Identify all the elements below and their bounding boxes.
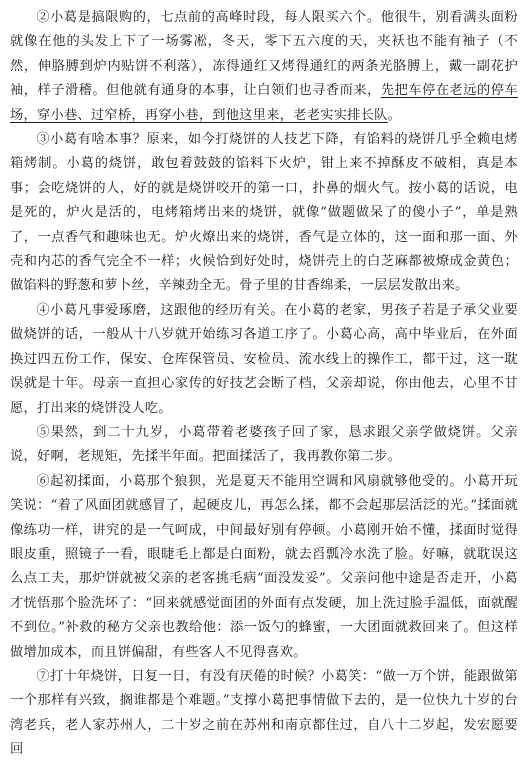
paragraph-7-text: ⑦打十年烧饼，日复一日，有没有厌倦的时候？小葛笑：“做一万个饼，能跟做第一个那样有兴致，搁谁都是个难题。”支撑小葛把事情做下去的，是一位快九十岁的台湾老兵，老人家苏州人，二十岁之前在苏州和南京都住过，自八十二岁起，发宏愿要回 xyxy=(10,668,518,758)
paragraph-3-text: ③小葛有啥本事？原来，如今打烧饼的人技艺下降，有馅料的烧饼几乎全赖电烤箱烤制。小葛的烧饼，敢包着鼓鼓的馅料下火炉，钳上来不掉酥皮不破相，真是本事；会吃烧饼的人，好的就是烧饼咬开的第一口，扑鼻的烟火气。按小葛的话说，电是死的，炉火是活的，电烤箱烤出来的烧饼，就像“做题做呆了的傻小子”，单是熟了，一点香气和趣味也无。炉火燎出来的烧饼，香气是立体的，这一面和那一面、外壳和内芯的香气完全不一样；火候恰到好处时，烧饼壳上的白芝麻都被燎成金黄色；做馅料的野葱和萝卜丝，辛辣劲全无。骨子里的甘香绵柔，一层层发散出来。 xyxy=(10,132,518,294)
paragraph-2-text: ②小葛是搞限购的，七点前的高峰时段，每人限买六个。他很牛，别看满头面粉就像在他的头发上下了一场雾凇，冬天，零下五六度的天，夹袄也不能有袖子（不然，伸胳膊到炉内贴饼不利落），冻得通红又烤得通红的两条光胳膊上，戴一副花护袖，样子滑稽。但他就有通身的本事，让白领们也寻香而来， xyxy=(10,10,518,99)
paragraph-4-text: ④小葛凡事爱琢磨，这跟他的经历有关。在小葛的老家，男孩子若是子承父业要做烧饼的话，一般从十八岁就开始练习各道工序了。小葛心高，高中毕业后，在外面换过四五份工作，保安、仓库保管员、安检员、流水线上的操作工，都干过，这一耽误就是十年。母亲一直担心家传的好技艺会断了档，父亲却说，你由他去，心里不甘愿，打出来的烧饼没人吃。 xyxy=(10,302,518,416)
paragraph-5 xyxy=(10,421,518,470)
paragraph-7 xyxy=(10,665,518,763)
underlined-sentence: 先把车停在老远的停车场，穿小巷、过窄桥，再穿小巷，到他这里来，老老实实排长队 xyxy=(10,83,518,123)
paragraph-6-text: ⑥起初揉面，小葛那个狼狈，光是夏天不能用空调和风扇就够他受的。小葛开玩笑说：“着了风面团就感冒了，起硬皮儿，再怎么揉，都不会起那层活泛的光。”揉面就像练功一样，讲究的是一气呵成，中间最好别有停顿。小葛刚开始不懂，揉面时觉得眼皮重，照镜子一看，眼睫毛上都是白面粉，就去舀瓢冷水洗了脸。好嘛，就耽误这么点工夫，那炉饼就被父亲的老客挑毛病“面没发妥”。父亲问他中途是否走开，小葛才恍悟那个脸洗坏了：“回来就感觉面团的外面有点发硬，加上洗过脸手温低，面就醒不到位。”补救的秘方父亲也教给他：添一饭勺的蜂蜜，一大团面就救回来了。但这样做增加成本，而且饼偏甜，有些客人不见得喜欢。 xyxy=(10,473,518,660)
paragraph-3 xyxy=(10,128,518,299)
article-body xyxy=(10,6,518,763)
paragraph-2-end: 。 xyxy=(387,107,402,123)
paragraph-2 xyxy=(10,6,518,128)
paragraph-6 xyxy=(10,470,518,665)
paragraph-4 xyxy=(10,299,518,421)
paragraph-5-text: ⑤果然，到二十九岁，小葛带着老婆孩子回了家，恳求跟父亲学做烧饼。父亲说，好啊，老规矩，先揉半年面。把面揉活了，我再教你第二步。 xyxy=(10,424,518,465)
